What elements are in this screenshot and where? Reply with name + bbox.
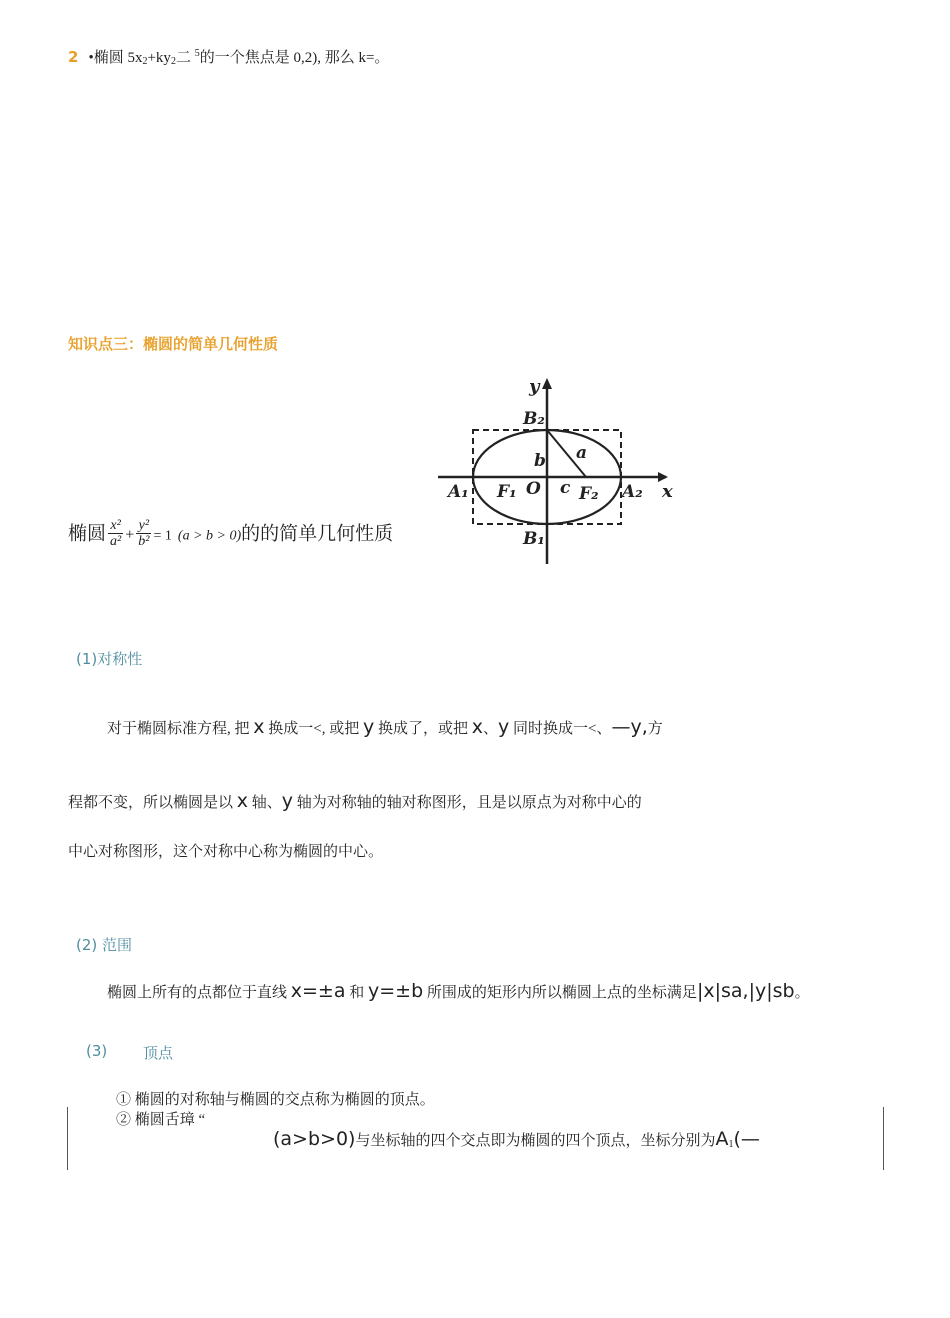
ellipse-intro: 椭圆 $\frac{\text{x²}}{\text{a²}}$ + $\frac{\text{y²}}{\text{b²}}$ = 1 (a > b > 0)的的简单几何性质 [68,518,394,550]
fraction-x: $\frac{\text{x²}}{\text{a²}}$ [110,518,122,550]
label-f1: F₁ [497,482,517,502]
section-heading: 知识点三：椭圆的简单几何性质 [68,335,279,353]
vertex-title: 顶点 [143,1044,174,1062]
vertex-number: (3) [86,1042,108,1060]
label-y: y [529,376,540,397]
label-o: O [526,479,541,499]
range-title: (2) 范围 [76,936,133,954]
label-a: a [576,443,588,463]
symmetry-line-2: 程都不变，所以椭圆是以 x 轴、y 轴为对称轴的轴对称图形，且是以原点为对称中心的 [68,790,642,812]
label-b2: B₂ [523,409,545,429]
question-number: 2 [68,48,79,66]
label-b1: B₁ [523,529,545,549]
question-2: 2 •椭圆 $5x_2+ky_2$二 $^5$的一个焦点是 0,2), 那么 k=。 [68,48,390,67]
vertex-item-2: ② 椭圆舌璋 “ [116,1112,206,1128]
symmetry-line-3: 中心对称图形，这个对称中心称为椭圆的中心。 [68,844,384,860]
fraction-y: $\frac{\text{y²}}{\text{b²}}$ [138,518,150,550]
left-border [67,1107,68,1170]
label-x: x [662,481,673,502]
y-axis-arrow [542,378,552,389]
symmetry-title: (1)对称性 [76,650,143,668]
label-f2: F₂ [579,484,599,504]
label-a1: A₁ [448,482,469,502]
label-a2: A₂ [622,482,643,502]
label-c: c [560,478,571,498]
label-b: b [534,451,546,471]
symmetry-line-1: 对于椭圆标准方程, 把 x 换成一<, 或把 y 换成了，或把 x、y 同时换成一<、—y,方 [107,716,663,738]
ellipse-figure [436,372,676,572]
range-line-1: 椭圆上所有的点都位于直线 x=±a 和 y=±b 所围成的矩形内所以椭圆上点的坐标满足|x|sa,|y|sb。 [107,980,810,1002]
right-border [883,1107,884,1170]
vertex-item-1: ① 椭圆的对称轴与椭圆的交点称为椭圆的顶点。 [116,1092,435,1108]
vertex-line-3: (a>b>0)与坐标轴的四个交点即为椭圆的四个顶点，坐标分别为$A_1(—$ [273,1128,760,1150]
